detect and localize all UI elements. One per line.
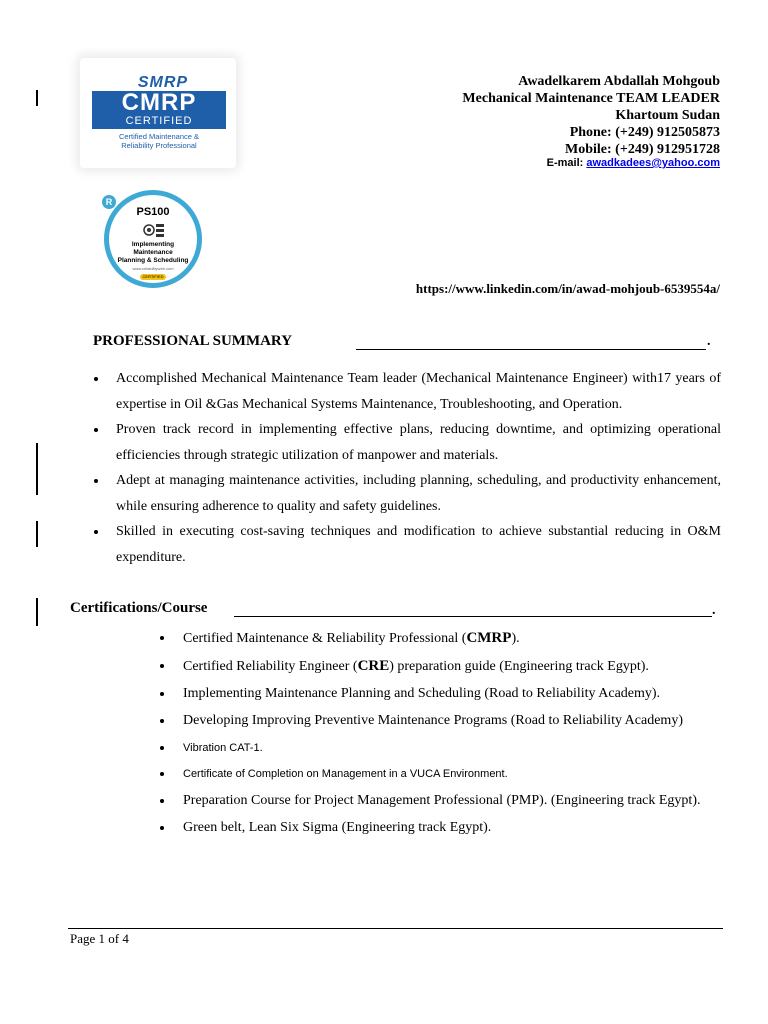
candidate-title: Mechanical Maintenance TEAM LEADER (462, 91, 720, 106)
candidate-mobile: Mobile: (+249) 912951728 (565, 142, 720, 157)
change-bar (36, 521, 38, 547)
cmrp-logo-caption: Certified Maintenance & Reliability Professional (118, 132, 200, 150)
footer-rule (68, 928, 723, 929)
certification-item: Certified Reliability Engineer (CRE) preparation guide (Engineering track Egypt). (183, 654, 721, 679)
linkedin-url[interactable]: https://www.linkedin.com/in/awad-mohjoub-6539554a/ (415, 281, 720, 296)
summary-item: Accomplished Mechanical Maintenance Team leader (Mechanical Maintenance Engineer) with17 years of expertise in Oil &Gas Mechanical Systems Maintenance, Troubleshooting, and Operation. (116, 366, 721, 417)
summary-list (116, 366, 721, 570)
change-bar (36, 598, 38, 626)
badge-r-mark: R (102, 195, 116, 209)
cmrp-logo-box (92, 91, 226, 129)
email-label: E-mail: (546, 157, 584, 169)
summary-heading-dot: . (707, 334, 711, 349)
email-line (547, 157, 720, 169)
certifications-heading-rule (234, 616, 712, 617)
candidate-location: Khartoum Sudan (615, 108, 720, 123)
page-number: Page 1 of 4 (70, 931, 129, 946)
certifications-list (183, 626, 721, 840)
badge-site: www.reliabilityweb.com (132, 266, 174, 271)
certifications-heading: Certifications/Course (70, 600, 208, 616)
badge-title: Implementing Maintenance Planning & Scheduling (117, 241, 189, 264)
summary-item: Adept at managing maintenance activities, including planning, scheduling, and productivity enhancement, while ensuring adherence to quality and safety guidelines. (116, 468, 721, 519)
gear-icon (140, 221, 166, 239)
certification-item: Green belt, Lean Six Sigma (Engineering track Egypt). (183, 816, 721, 840)
summary-heading-rule (356, 349, 706, 350)
badge-code: PS100 (136, 206, 170, 218)
smrp-logo-text: SMRP (137, 74, 189, 91)
certification-item: Certified Maintenance & Reliability Professional (CMRP). (183, 626, 721, 651)
certification-item: Vibration CAT-1. (183, 736, 721, 760)
summary-item: Skilled in executing cost-saving techniques and modification to achieve substantial reducing in O&M expenditure. (116, 519, 721, 570)
email-link[interactable]: awadkadees@yahoo.com (586, 157, 720, 169)
certifications-heading-dot: . (712, 603, 716, 618)
certification-item: Preparation Course for Project Management Professional (PMP). (Engineering track Egypt). (183, 789, 721, 813)
candidate-phone: Phone: (+249) 912505873 (569, 125, 720, 140)
summary-item: Proven track record in implementing effective plans, reducing downtime, and optimizing operational efficiencies through strategic utilization of manpower and materials. (116, 417, 721, 468)
cmrp-logo-main: CMRP (121, 89, 197, 116)
change-bar (36, 90, 38, 106)
certification-item: Implementing Maintenance Planning and Scheduling (Road to Reliability Academy). (183, 682, 721, 706)
candidate-name: Awadelkarem Abdallah Mohgoub (518, 74, 720, 89)
change-bar (36, 443, 38, 495)
summary-heading: PROFESSIONAL SUMMARY (93, 333, 293, 349)
badge-certified-stamp: CERTIFIED (140, 274, 166, 280)
certification-item: Developing Improving Preventive Maintenance Programs (Road to Reliability Academy) (183, 709, 721, 733)
cmrp-logo-sub: CERTIFIED (125, 115, 193, 127)
certification-item: Certificate of Completion on Management in a VUCA Environment. (183, 762, 721, 786)
